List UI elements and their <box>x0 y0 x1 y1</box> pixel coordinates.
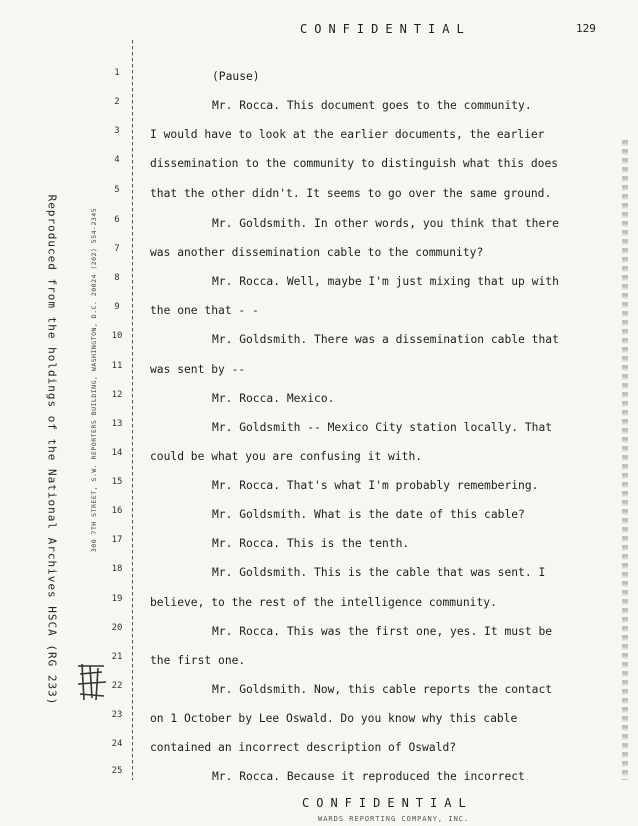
line-number: 7 <box>114 244 120 254</box>
page-number: 129 <box>576 22 596 35</box>
reporter-address-text: 300 7TH STREET, S.W. REPORTERS BUILDING, WASHINGTON, D.C. 20024 (202) 554-2345 <box>90 207 98 553</box>
line-number: 12 <box>111 390 123 400</box>
archive-note-text: Reproduced from the holdings of the National Archives HSCA (RG 233) <box>45 194 59 706</box>
line-number: 11 <box>111 361 123 371</box>
line-number: 22 <box>111 681 123 691</box>
transcript-line: Mr. Goldsmith. What is the date of this cable? <box>212 508 525 521</box>
transcript-line: Mr. Rocca. That's what I'm probably remembering. <box>212 479 539 492</box>
transcript-line: dissemination to the community to distinguish what this does <box>150 157 559 170</box>
line-number: 18 <box>111 564 123 574</box>
transcript-line: contained an incorrect description of Oswald? <box>150 741 457 754</box>
line-number: 6 <box>114 215 120 225</box>
scan-edge-noise <box>622 140 628 780</box>
transcript-line: Mr. Rocca. This is the tenth. <box>212 537 410 550</box>
page-header <box>0 22 638 42</box>
transcript-line: (Pause) <box>212 70 260 83</box>
line-number: 14 <box>111 448 123 458</box>
transcript-line: the first one. <box>150 654 246 667</box>
line-number: 10 <box>111 331 123 341</box>
line-number: 9 <box>114 302 120 312</box>
reporting-company: WARDS REPORTING COMPANY, INC. <box>318 815 470 823</box>
transcript-line: believe, to the rest of the intelligence community. <box>150 596 497 609</box>
line-number: 20 <box>111 623 123 633</box>
line-number: 15 <box>111 477 123 487</box>
transcript-line: Mr. Rocca. Well, maybe I'm just mixing that up with <box>212 275 559 288</box>
transcript-line: Mr. Rocca. This document goes to the community. <box>212 99 532 112</box>
header-confidential: CONFIDENTIAL <box>300 22 471 36</box>
transcript-line: was another dissemination cable to the community? <box>150 246 484 259</box>
transcript-line: could be what you are confusing it with. <box>150 450 423 463</box>
line-number: 17 <box>111 535 123 545</box>
initials-stamp-icon <box>74 660 110 704</box>
transcript-line: Mr. Goldsmith. Now, this cable reports the contact <box>212 683 553 696</box>
footer-confidential: CONFIDENTIAL <box>302 796 473 810</box>
transcript-line: Mr. Goldsmith. In other words, you think that there <box>212 217 559 230</box>
line-number: 21 <box>111 652 123 662</box>
line-number: 5 <box>114 185 120 195</box>
line-number: 23 <box>111 710 123 720</box>
transcript-line: on 1 October by Lee Oswald. Do you know why this cable <box>150 712 518 725</box>
line-number: 16 <box>111 506 123 516</box>
line-number: 25 <box>111 766 123 776</box>
line-number: 13 <box>111 419 123 429</box>
line-number: 3 <box>114 126 120 136</box>
transcript-line: I would have to look at the earlier documents, the earlier <box>150 128 545 141</box>
transcript-line: Mr. Rocca. This was the first one, yes. It must be <box>212 625 553 638</box>
transcript-line: Mr. Goldsmith. This is the cable that was sent. I <box>212 566 546 579</box>
line-number: 1 <box>114 68 120 78</box>
line-number: 2 <box>114 97 120 107</box>
transcript-line: Mr. Rocca. Because it reproduced the incorrect <box>212 770 525 783</box>
line-number: 4 <box>114 155 120 165</box>
transcript-line: was sent by -- <box>150 363 246 376</box>
transcript-line: Mr. Goldsmith -- Mexico City station locally. That <box>212 421 553 434</box>
transcript-line: Mr. Rocca. Mexico. <box>212 392 335 405</box>
margin-rule <box>132 40 133 780</box>
line-number: 24 <box>111 739 123 749</box>
transcript-line: Mr. Goldsmith. There was a dissemination cable that <box>212 333 559 346</box>
transcript-line: the one that - - <box>150 304 259 317</box>
line-number: 19 <box>111 594 123 604</box>
line-number: 8 <box>114 273 120 283</box>
transcript-line: that the other didn't. It seems to go over the same ground. <box>150 187 552 200</box>
